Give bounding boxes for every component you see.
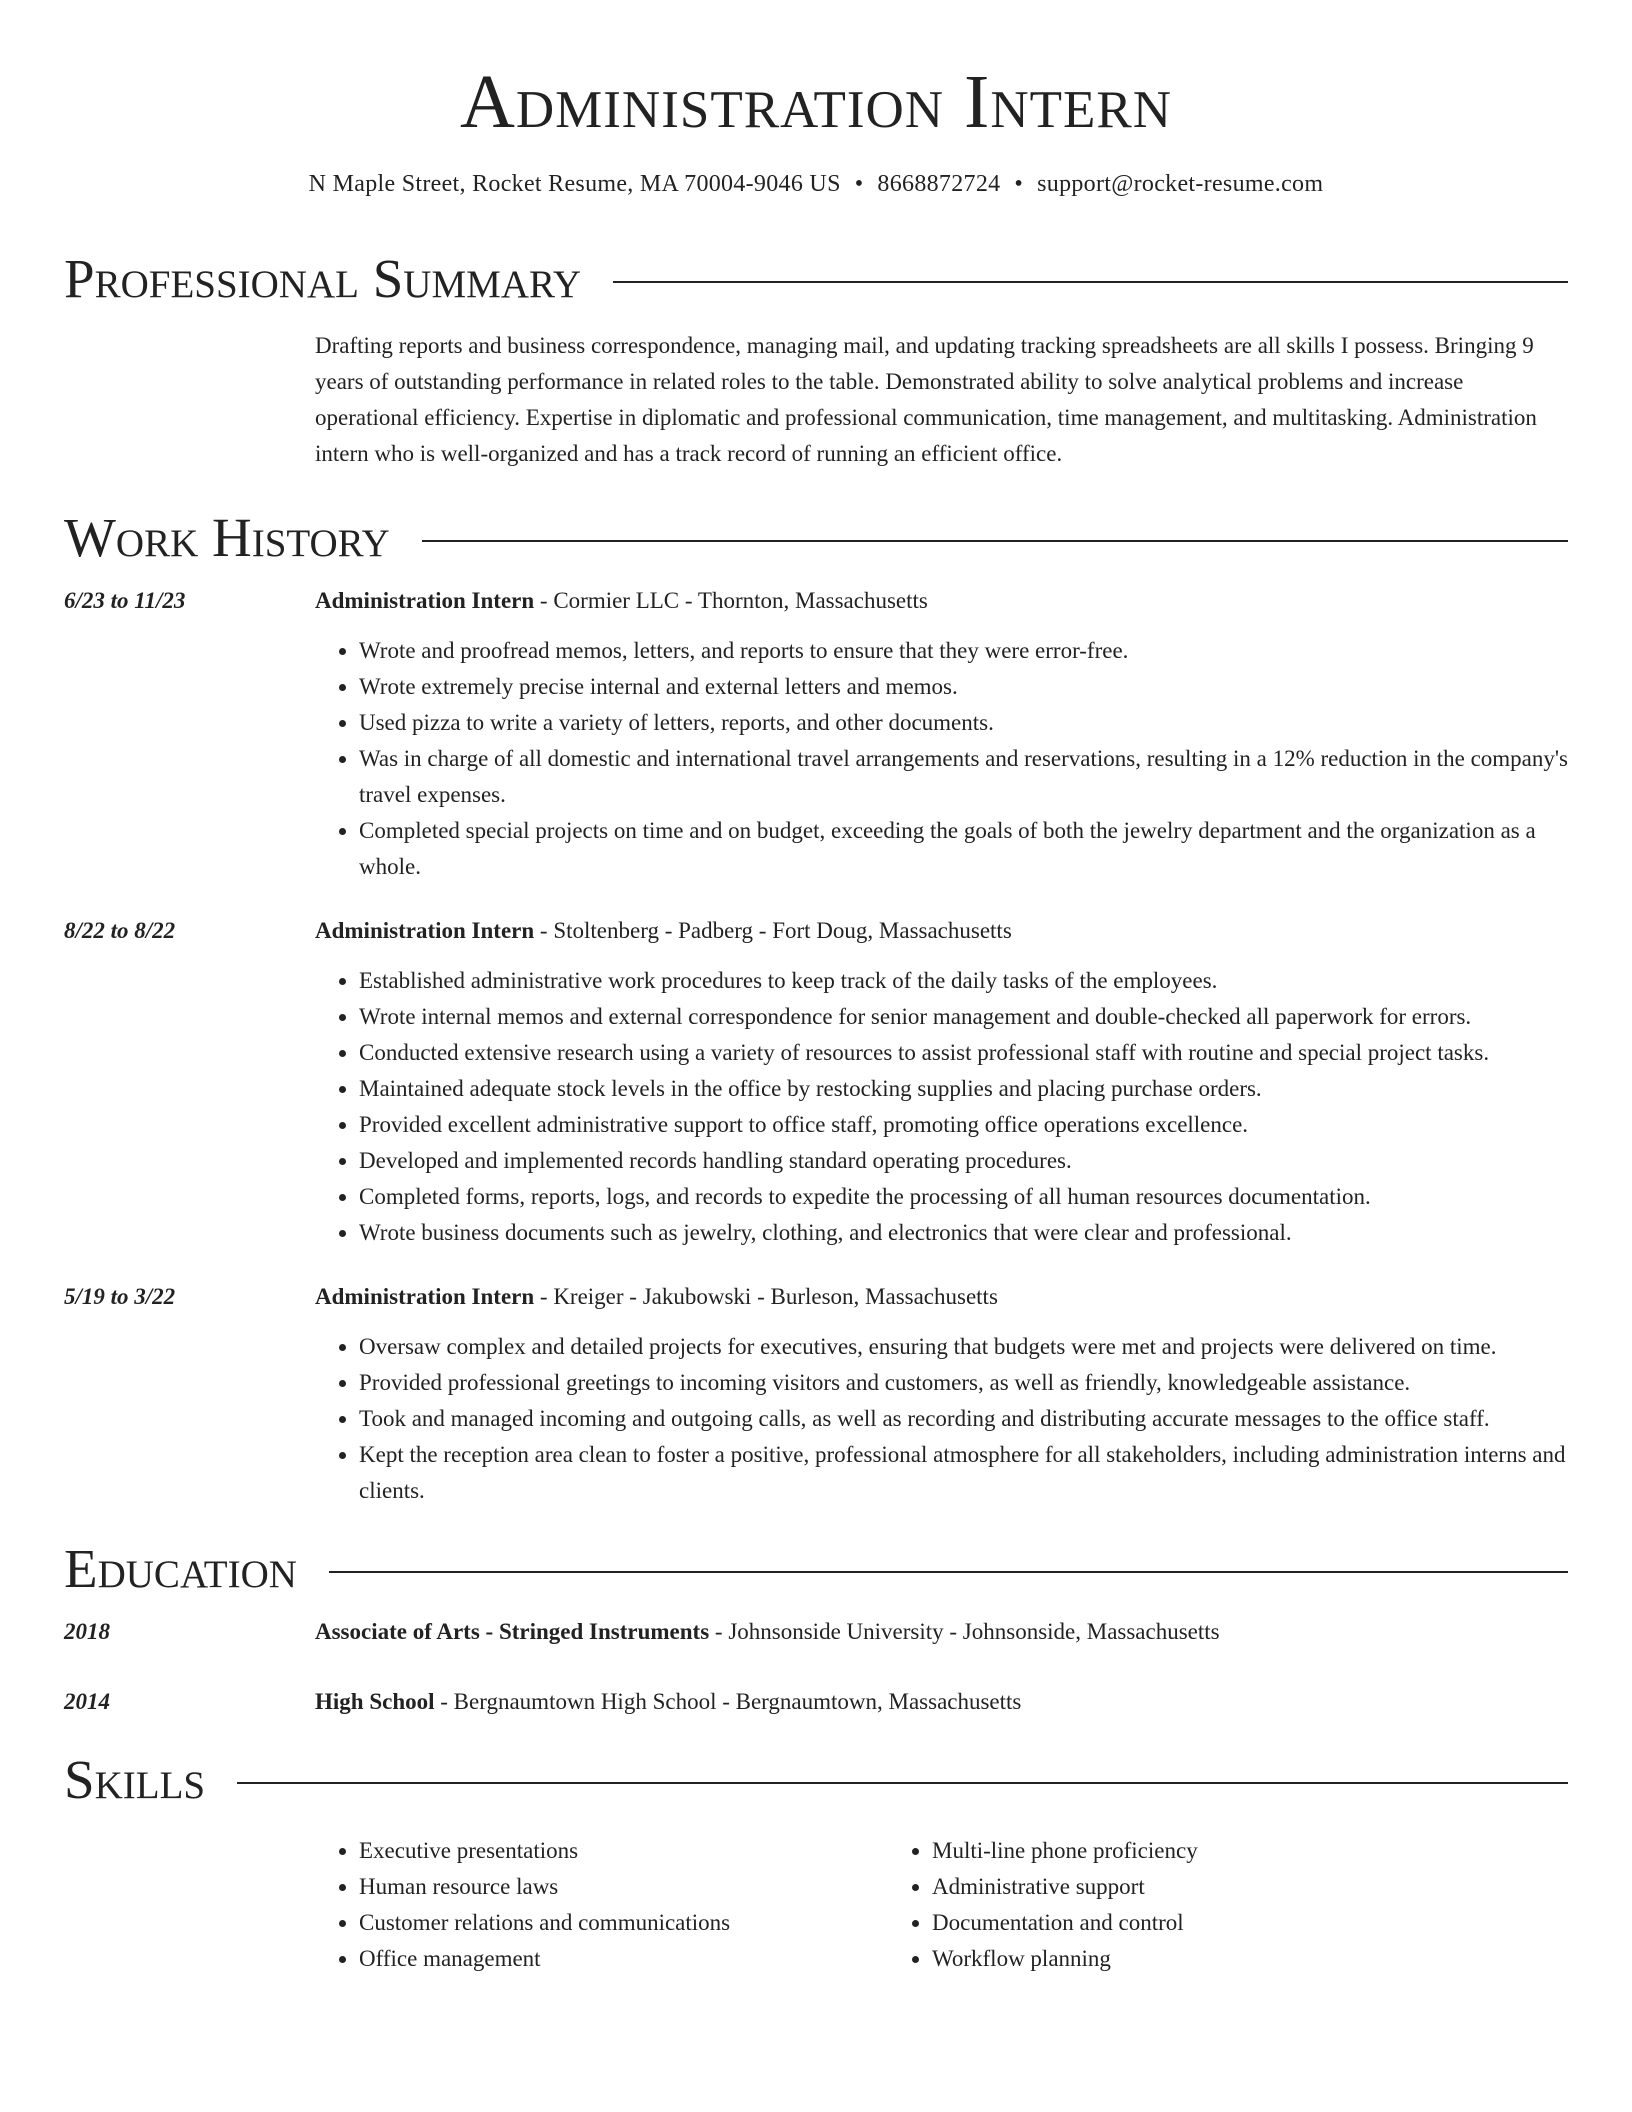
section-divider <box>422 540 1568 542</box>
education-list <box>64 1614 1568 1720</box>
job-body <box>64 949 1568 1251</box>
job-bullet: • Conducted extensive research using a variety of resources to assist professional staff with routine and special project tasks. <box>359 1035 1568 1071</box>
job-entry <box>64 1279 1568 1509</box>
job-employer: - Cormier LLC - Thornton, Massachusetts <box>534 587 928 613</box>
education-heading: Education <box>64 1537 297 1599</box>
education-section-heading <box>64 1537 1568 1599</box>
education-entry <box>64 1614 1568 1650</box>
summary-text: Drafting reports and business correspondence, managing mail, and updating tracking spreadsheets are all skills I possess. Bringing 9 years of outstanding performance in related roles to the table. Demonstrated ability to solve analytical problems and increase operational efficiency. Expertise in diplomatic and professional communication, time management, and multitasking. Administration intern who is well-organized and has a track record of running an efficient office. <box>315 332 1537 466</box>
job-heading <box>315 1279 1568 1315</box>
candidate-name: Administration Intern <box>460 60 1172 144</box>
job-bullet: • Took and managed incoming and outgoing calls, as well as recording and distributing accurate messages to the office staff. <box>359 1401 1568 1437</box>
work-heading: Work History <box>64 506 390 568</box>
job-employer: - Kreiger - Jakubowski - Burleson, Massachusetts <box>534 1283 998 1309</box>
job-bullet: • Wrote business documents such as jewelry, clothing, and electronics that were clear and professional. <box>359 1215 1568 1251</box>
skill-item: • Human resource laws <box>359 1869 888 1905</box>
skills-section-heading <box>64 1748 1568 1810</box>
work-section-heading <box>64 506 1568 568</box>
education-entry <box>64 1684 1568 1720</box>
education-school: - Johnsonside University - Johnsonside, Massachusetts <box>709 1618 1220 1644</box>
work-history-list <box>64 583 1568 1509</box>
education-year: 2018 <box>64 1618 110 1644</box>
job-duties <box>315 1315 1568 1509</box>
job-bullet: • Used pizza to write a variety of letters, reports, and other documents. <box>359 705 1568 741</box>
job-bullets <box>315 963 1568 1251</box>
job-spacer <box>64 619 315 885</box>
job-title: Administration Intern <box>315 917 535 943</box>
skills-list <box>64 1833 1568 1977</box>
education-heading <box>315 1614 1568 1650</box>
job-bullet: • Completed forms, reports, logs, and records to expedite the processing of all human resources documentation. <box>359 1179 1568 1215</box>
education-degree: High School <box>315 1688 435 1714</box>
job-spacer <box>64 949 315 1251</box>
job-dates: 8/22 to 8/22 <box>64 917 176 943</box>
job-body <box>64 1315 1568 1509</box>
section-divider <box>237 1782 1568 1784</box>
skills-column-left <box>315 1833 888 1977</box>
job-duties <box>315 619 1568 885</box>
education-year: 2014 <box>64 1688 110 1714</box>
job-bullet: • Wrote and proofread memos, letters, and reports to ensure that they were error-free. <box>359 633 1568 669</box>
job-bullet: • Maintained adequate stock levels in the office by restocking supplies and placing purchase orders. <box>359 1071 1568 1107</box>
job-spacer <box>64 1315 315 1509</box>
job-dates: 5/19 to 3/22 <box>64 1283 176 1309</box>
job-bullet: • Kept the reception area clean to foster a positive, professional atmosphere for all stakeholders, including administration interns and clients. <box>359 1437 1568 1509</box>
job-title: Administration Intern <box>315 587 535 613</box>
job-bullet: • Wrote internal memos and external correspondence for senior management and double-checked all paperwork for errors. <box>359 999 1568 1035</box>
skills-column-right <box>888 1833 1461 1977</box>
education-heading <box>315 1684 1568 1720</box>
skill-item: • Executive presentations <box>359 1833 888 1869</box>
job-bullets <box>315 633 1568 885</box>
skill-item: • Multi-line phone proficiency <box>932 1833 1461 1869</box>
job-header <box>64 583 1568 619</box>
contact-email: support@rocket-resume.com <box>1037 171 1324 197</box>
job-bullet: • Wrote extremely precise internal and external letters and memos. <box>359 669 1568 705</box>
contact-separator: • <box>854 171 864 197</box>
job-dates: 6/23 to 11/23 <box>64 587 186 613</box>
skill-item: • Office management <box>359 1941 888 1977</box>
job-title: Administration Intern <box>315 1283 535 1309</box>
section-divider <box>613 281 1568 283</box>
job-bullet: • Was in charge of all domestic and international travel arrangements and reservations, resulting in a 12% reduction in the company's travel expenses. <box>359 741 1568 813</box>
contact-line <box>64 170 1568 199</box>
job-header <box>64 913 1568 949</box>
summary-section-heading <box>64 247 1568 309</box>
job-bullet: • Established administrative work procedures to keep track of the daily tasks of the employees. <box>359 963 1568 999</box>
contact-phone: 8668872724 <box>877 171 1001 197</box>
summary-heading: Professional Summary <box>64 247 582 309</box>
job-entry <box>64 913 1568 1251</box>
job-employer: - Stoltenberg - Padberg - Fort Doug, Massachusetts <box>534 917 1012 943</box>
job-bullet: • Provided professional greetings to incoming visitors and customers, as well as friendly, knowledgeable assistance. <box>359 1365 1568 1401</box>
skill-item: • Customer relations and communications <box>359 1905 888 1941</box>
job-bullet: • Provided excellent administrative support to office staff, promoting office operations excellence. <box>359 1107 1568 1143</box>
skill-item: • Administrative support <box>932 1869 1461 1905</box>
job-heading <box>315 583 1568 619</box>
job-heading <box>315 913 1568 949</box>
job-duties <box>315 949 1568 1251</box>
resume-page <box>64 0 1568 1977</box>
contact-separator: • <box>1014 171 1024 197</box>
section-divider <box>329 1571 1568 1573</box>
job-bullet: • Oversaw complex and detailed projects for executives, ensuring that budgets were met and projects were delivered on time. <box>359 1329 1568 1365</box>
job-body <box>64 619 1568 885</box>
job-entry <box>64 583 1568 885</box>
job-bullets <box>315 1329 1568 1509</box>
job-bullet: • Developed and implemented records handling standard operating procedures. <box>359 1143 1568 1179</box>
education-degree: Associate of Arts - Stringed Instruments <box>315 1618 710 1644</box>
job-header <box>64 1279 1568 1315</box>
education-school: - Bergnaumtown High School - Bergnaumtown, Massachusetts <box>434 1688 1022 1714</box>
skills-heading: Skills <box>64 1748 206 1810</box>
contact-address: N Maple Street, Rocket Resume, MA 70004-9046 US <box>308 171 841 197</box>
job-bullet: • Completed special projects on time and on budget, exceeding the goals of both the jewelry department and the organization as a whole. <box>359 813 1568 885</box>
skill-item: • Documentation and control <box>932 1905 1461 1941</box>
skill-item: • Workflow planning <box>932 1941 1461 1977</box>
